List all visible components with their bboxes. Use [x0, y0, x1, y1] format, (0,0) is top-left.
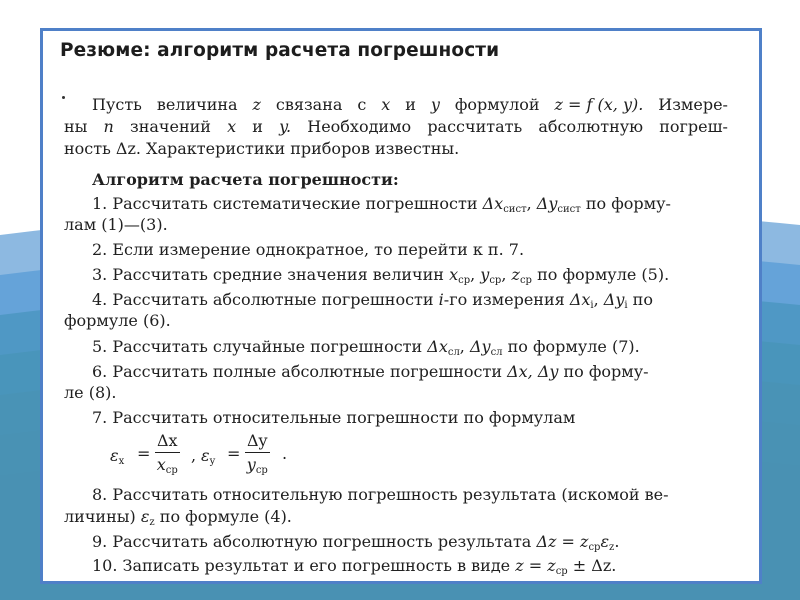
step-1-line-1: 1. Рассчитать систематические погрешности $\Delta x_{сист}$, $\Delta y_{сист}$ по форму- [92, 194, 671, 215]
step-4-line-1: 4. Рассчитать абсолютные погрешности i-го измерения $\Delta x_i$, $\Delta y_i$ по [92, 290, 653, 311]
equals-sign-2: = [227, 444, 241, 463]
epsilon-y: $\varepsilon_y$ [201, 446, 216, 467]
page-title: Резюме: алгоритм расчета погрешности [60, 40, 500, 61]
step-3: 3. Рассчитать средние значения величин $x_{ср}$, $y_{ср}$, $z_{ср}$ по формуле (5). [92, 265, 670, 286]
fraction-x-numerator: Δx [155, 431, 180, 453]
step-2: 2. Если измерение однократное, то перейти к п. 7. [92, 240, 525, 259]
step-6-line-1: 6. Рассчитать полные абсолютные погрешности Δx, Δy по форму- [92, 362, 649, 381]
step-10: 10. Записать результат и его погрешность в виде $z = z_{ср} \pm \Delta z$. [92, 556, 617, 577]
algorithm-heading: Алгоритм расчета погрешности: [92, 170, 399, 189]
intro-line-2: ны n значений x и y. Необходимо рассчитать абсолютную погреш- [64, 117, 728, 136]
intro-line-3: ность Δz. Характеристики приборов известны. [64, 139, 460, 158]
fraction-x [155, 431, 180, 474]
fraction-y [245, 431, 270, 474]
step-4-line-2: формуле (6). [64, 311, 171, 330]
bullet-dot [62, 96, 65, 99]
intro-line-1: Пусть величина z связана с x и y формулой z = f (x, y). Измере- [92, 95, 728, 114]
step-8-line-2: личины) $\varepsilon_z$ по формуле (4). [64, 507, 292, 528]
formula-comma: , [191, 446, 197, 465]
epsilon-x: $\varepsilon_x$ [110, 446, 125, 467]
step-8-line-1: 8. Рассчитать относительную погрешность результата (искомой ве- [92, 485, 669, 504]
fraction-x-denominator: $x_{ср}$ [156, 455, 178, 476]
step-6-line-2: ле (8). [64, 383, 117, 402]
step-1-line-2: лам (1)—(3). [64, 215, 168, 234]
step-5: 5. Рассчитать случайные погрешности $\Delta x_{сл}$, $\Delta y_{сл}$ по формуле (7). [92, 337, 640, 358]
step-9: 9. Рассчитать абсолютную погрешность результата $\Delta z = z_{ср}\varepsilon_z$. [92, 532, 620, 553]
formula-period: . [282, 444, 288, 463]
fraction-y-numerator: Δy [245, 431, 270, 453]
fraction-y-denominator: $y_{ср}$ [246, 455, 268, 476]
equals-sign: = [137, 444, 151, 463]
step-7-text: 7. Рассчитать относительные погрешности по формулам [92, 408, 576, 427]
